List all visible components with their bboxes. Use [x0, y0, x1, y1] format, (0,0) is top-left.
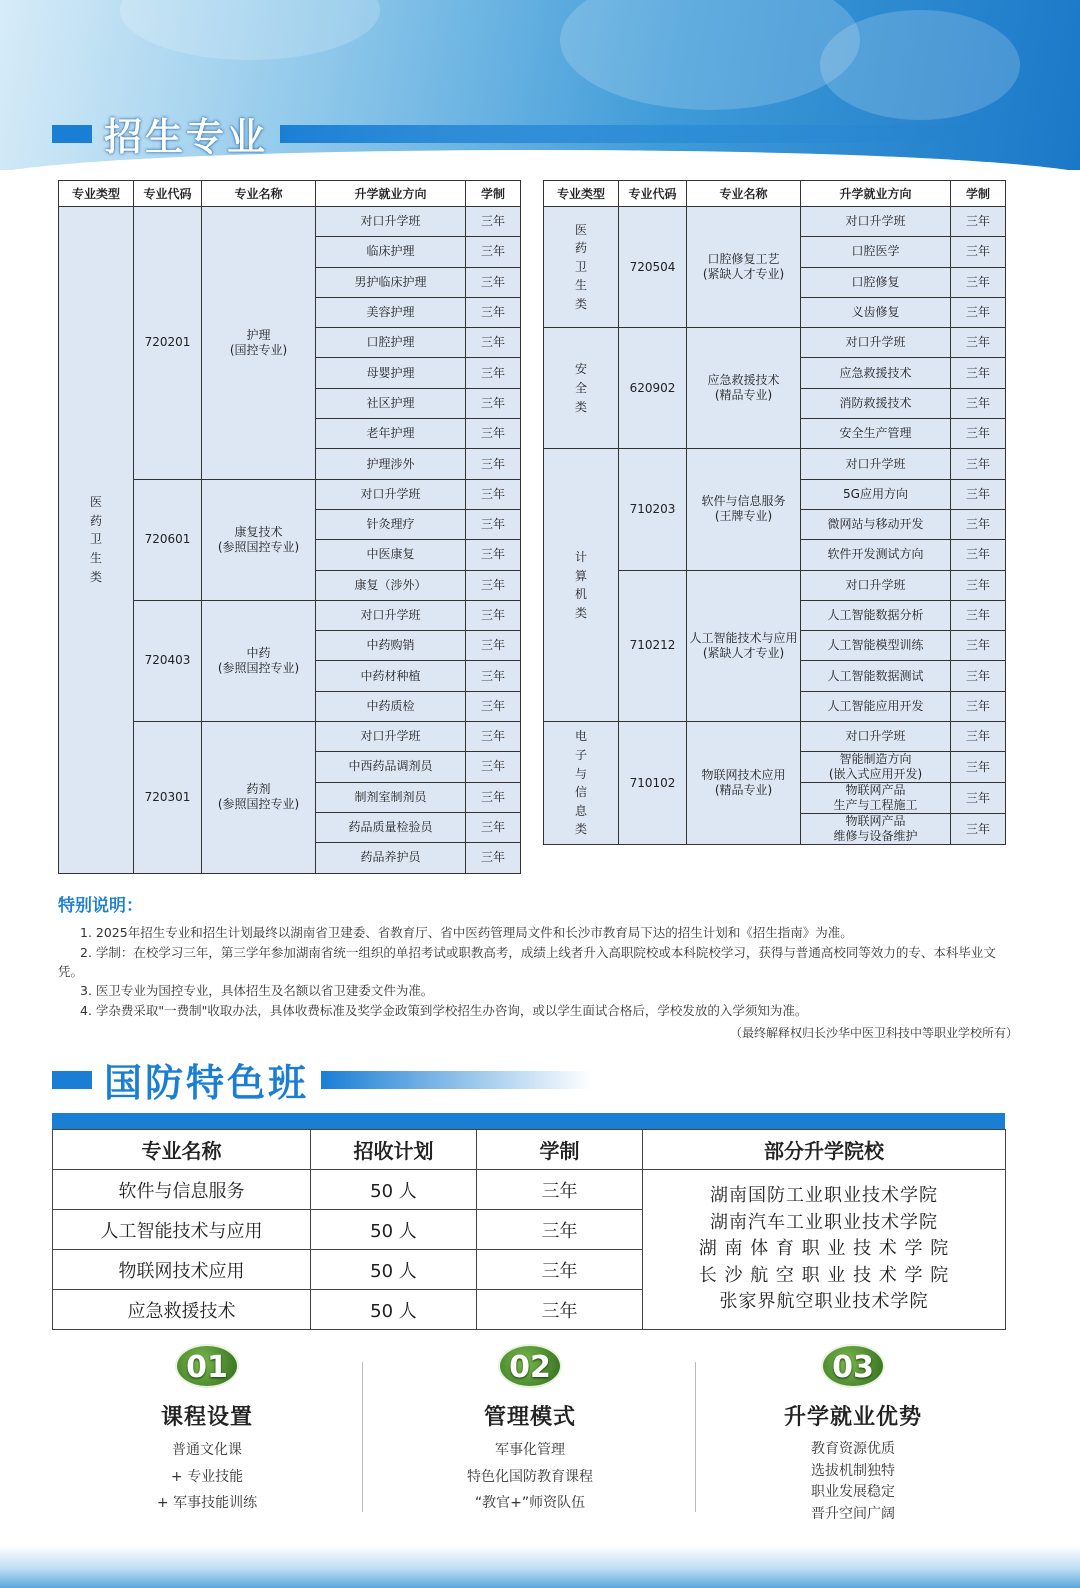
defense-duration: 三年	[477, 1210, 643, 1250]
major-code: 720601	[134, 479, 202, 600]
direction-cell: 人工智能应用开发	[801, 691, 951, 721]
direction-cell: 中西药品调剂员	[316, 752, 466, 782]
column-header: 专业名称	[202, 181, 316, 207]
major-name-text: 护理	[246, 327, 271, 342]
feature-line: 职业发展稳定	[811, 1484, 895, 1501]
duration-cell: 三年	[466, 267, 521, 297]
table-row	[544, 328, 1006, 358]
direction-cell: 微网站与移动开发	[801, 509, 951, 539]
major-name	[687, 449, 801, 570]
feature-line: 普通文化课	[172, 1442, 242, 1458]
feature-title: 管理模式	[483, 1405, 576, 1430]
direction-cell: 中药购销	[316, 631, 466, 661]
feature-line: “教官+”师资队伍	[474, 1495, 586, 1512]
direction-cell: 药品质量检验员	[316, 812, 466, 842]
major-name-text: 中药	[246, 645, 271, 660]
defense-header: 部分升学院校	[643, 1130, 1006, 1170]
direction-cell: 药品养护员	[316, 843, 466, 873]
feature-lines	[57, 1437, 357, 1517]
major-type: 医 药 卫 生 类	[59, 207, 134, 874]
major-code: 720301	[134, 722, 202, 873]
duration-cell: 三年	[466, 509, 521, 539]
major-type: 医 药 卫 生 类	[544, 207, 619, 328]
column-header: 升学就业方向	[801, 181, 951, 207]
feature-divider	[362, 1362, 363, 1512]
defense-header: 学制	[477, 1130, 643, 1170]
duration-cell: 三年	[466, 479, 521, 509]
school-name: 湖南国防工业职业技术学院	[710, 1184, 938, 1206]
note-item: 3. 医卫专业为国控专业，具体招生及名额以省卫建委文件为准。	[80, 983, 434, 999]
duration-cell: 三年	[951, 509, 1006, 539]
defense-major-name: 应急救援技术	[53, 1290, 311, 1330]
duration-cell: 三年	[951, 814, 1006, 845]
duration-cell: 三年	[466, 812, 521, 842]
major-name-note: (国控专业)	[229, 342, 288, 357]
table-row	[544, 449, 1006, 479]
defense-plan: 50 人	[311, 1250, 477, 1290]
direction-cell: 中药材种植	[316, 661, 466, 691]
feature-title: 升学就业优势	[783, 1405, 922, 1430]
duration-cell: 三年	[466, 782, 521, 812]
duration-cell: 三年	[466, 631, 521, 661]
duration-cell: 三年	[466, 843, 521, 873]
section-title-defense: 国防特色班	[52, 1052, 591, 1107]
direction-cell: 对口升学班	[801, 570, 951, 600]
duration-cell: 三年	[951, 540, 1006, 570]
duration-cell: 三年	[951, 358, 1006, 388]
feature-title: 课程设置	[160, 1405, 253, 1430]
major-type: 安 全 类	[544, 328, 619, 449]
duration-cell: 三年	[951, 600, 1006, 630]
feature-line: 晋升空间广阔	[811, 1506, 895, 1523]
column-header: 专业代码	[134, 181, 202, 207]
direction-cell: 软件开发测试方向	[801, 540, 951, 570]
major-code: 720201	[134, 207, 202, 480]
defense-duration: 三年	[477, 1290, 643, 1330]
duration-cell: 三年	[951, 267, 1006, 297]
direction-cell: 口腔护理	[316, 328, 466, 358]
defense-table-strip	[52, 1113, 1005, 1129]
major-name	[202, 722, 316, 873]
footer-band	[0, 1546, 1080, 1588]
defense-class-table	[52, 1129, 1006, 1330]
column-header: 升学就业方向	[316, 181, 466, 207]
major-name-note: (精品专业)	[714, 388, 773, 403]
direction-cell: 义齿修复	[801, 297, 951, 327]
duration-cell: 三年	[951, 388, 1006, 418]
major-code: 720504	[619, 207, 687, 328]
direction-cell: 物联网产品 生产与工程施工	[801, 783, 951, 814]
duration-cell: 三年	[466, 600, 521, 630]
major-code: 720403	[134, 600, 202, 721]
defense-plan: 50 人	[311, 1210, 477, 1250]
direction-cell: 口腔医学	[801, 237, 951, 267]
major-name	[687, 570, 801, 721]
duration-cell: 三年	[466, 237, 521, 267]
direction-cell: 护理涉外	[316, 449, 466, 479]
duration-cell: 三年	[951, 419, 1006, 449]
major-code: 710102	[619, 722, 687, 845]
direction-cell: 社区护理	[316, 388, 466, 418]
defense-major-name: 物联网技术应用	[53, 1250, 311, 1290]
table-row	[544, 207, 1006, 237]
note-item: 4. 学杂费采取"一费制"收取办法，具体收费标准及奖学金政策到学校招生办咨询，或以学生面试合格后，学校发放的入学须知为准。	[80, 1002, 808, 1018]
feature-line: 选拔机制独特	[811, 1462, 895, 1479]
major-name-note: (紧缺人才专业)	[702, 267, 785, 282]
major-name	[202, 207, 316, 480]
feature-line: 军事化管理	[495, 1442, 565, 1458]
table-row	[59, 207, 521, 237]
direction-cell: 对口升学班	[801, 449, 951, 479]
duration-cell: 三年	[466, 207, 521, 237]
feature-course-setup	[57, 1344, 357, 1517]
duration-cell: 三年	[951, 297, 1006, 327]
duration-cell: 三年	[466, 328, 521, 358]
majors-table-right	[543, 180, 1006, 845]
defense-duration: 三年	[477, 1170, 643, 1210]
major-name-text: 药剂	[246, 782, 271, 797]
direction-cell: 对口升学班	[801, 207, 951, 237]
feature-lines	[703, 1439, 1003, 1526]
note-item: 2. 学制：在校学习三年，第三学年参加湖南省统一组织的单招考试或职教高考，成绩上线者升入高职院校或本科院校学习，获得与普通高校同等效力的专、本科毕业文凭。	[58, 944, 996, 980]
copyright-note: （最终解释权归长沙华中医卫科技中等职业学校所有）	[729, 1026, 1018, 1041]
notes-title: 特别说明：	[58, 896, 143, 916]
duration-cell: 三年	[951, 631, 1006, 661]
feature-number-badge: 03	[821, 1344, 885, 1388]
column-header: 学制	[951, 181, 1006, 207]
major-type: 计 算 机 类	[544, 449, 619, 722]
direction-cell: 针灸理疗	[316, 509, 466, 539]
duration-cell: 三年	[951, 237, 1006, 267]
majors-table-left	[58, 180, 521, 874]
defense-header: 专业名称	[53, 1130, 311, 1170]
direction-cell: 智能制造方向 (嵌入式应用开发)	[801, 752, 951, 783]
direction-cell: 对口升学班	[801, 722, 951, 752]
direction-cell: 男护临床护理	[316, 267, 466, 297]
duration-cell: 三年	[951, 479, 1006, 509]
duration-cell: 三年	[466, 540, 521, 570]
defense-plan: 50 人	[311, 1170, 477, 1210]
major-name-text: 人工智能技术与应用	[689, 630, 798, 645]
direction-cell: 对口升学班	[316, 479, 466, 509]
direction-cell: 对口升学班	[316, 207, 466, 237]
partner-schools	[643, 1170, 1006, 1330]
feature-number-badge: 01	[175, 1344, 239, 1388]
major-code: 710212	[619, 570, 687, 721]
duration-cell: 三年	[466, 570, 521, 600]
feature-career-advantage	[703, 1344, 1003, 1526]
direction-cell: 口腔修复	[801, 267, 951, 297]
direction-cell: 消防救援技术	[801, 388, 951, 418]
column-header: 专业名称	[687, 181, 801, 207]
major-type: 电 子 与 信 息 类	[544, 722, 619, 845]
direction-cell: 康复（涉外）	[316, 570, 466, 600]
section-title-majors: 招生专业	[52, 106, 1020, 161]
major-name-note: (王牌专业)	[714, 509, 773, 524]
duration-cell: 三年	[951, 661, 1006, 691]
duration-cell: 三年	[466, 449, 521, 479]
feature-line: + 军事技能训练	[156, 1495, 258, 1512]
duration-cell: 三年	[951, 570, 1006, 600]
direction-cell: 对口升学班	[801, 328, 951, 358]
major-name-note: (参照国控专业)	[217, 797, 300, 812]
feature-lines	[380, 1437, 680, 1517]
feature-line: 教育资源优质	[811, 1441, 895, 1457]
duration-cell: 三年	[466, 752, 521, 782]
feature-line: 特色化国防教育课程	[467, 1468, 593, 1485]
feature-management-mode	[380, 1344, 680, 1517]
defense-duration: 三年	[477, 1250, 643, 1290]
direction-cell: 临床护理	[316, 237, 466, 267]
defense-major-name: 人工智能技术与应用	[53, 1210, 311, 1250]
direction-cell: 人工智能数据测试	[801, 661, 951, 691]
direction-cell: 5G应用方向	[801, 479, 951, 509]
direction-cell: 对口升学班	[316, 722, 466, 752]
duration-cell: 三年	[951, 449, 1006, 479]
major-name-text: 物联网技术应用	[701, 768, 786, 783]
duration-cell: 三年	[466, 722, 521, 752]
feature-line: + 专业技能	[170, 1468, 244, 1485]
note-item: 1. 2025年招生专业和招生计划最终以湖南省卫建委、省教育厅、省中医药管理局文件和长沙市教育局下达的招生计划和《招生指南》为准。	[80, 925, 853, 941]
direction-cell: 人工智能模型训练	[801, 631, 951, 661]
direction-cell: 制剂室制剂员	[316, 782, 466, 812]
special-notes	[58, 893, 1018, 1043]
direction-cell: 应急救援技术	[801, 358, 951, 388]
duration-cell: 三年	[951, 207, 1006, 237]
major-name	[202, 600, 316, 721]
duration-cell: 三年	[951, 691, 1006, 721]
duration-cell: 三年	[466, 297, 521, 327]
direction-cell: 对口升学班	[316, 600, 466, 630]
major-name-note: (精品专业)	[714, 783, 773, 798]
direction-cell: 物联网产品 维修与设备维护	[801, 814, 951, 845]
major-name-text: 应急救援技术	[707, 373, 780, 388]
duration-cell: 三年	[466, 419, 521, 449]
duration-cell: 三年	[466, 388, 521, 418]
defense-header: 招收计划	[311, 1130, 477, 1170]
major-name-note: (参照国控专业)	[217, 660, 300, 675]
duration-cell: 三年	[466, 661, 521, 691]
major-code: 620902	[619, 328, 687, 449]
duration-cell: 三年	[951, 752, 1006, 783]
duration-cell: 三年	[466, 358, 521, 388]
column-header: 专业类型	[544, 181, 619, 207]
school-name: 长 沙 航 空 职 业 技 术 学 院	[698, 1264, 950, 1286]
table-row	[544, 722, 1006, 752]
major-name	[687, 207, 801, 328]
duration-cell: 三年	[951, 722, 1006, 752]
column-header: 专业代码	[619, 181, 687, 207]
school-name: 湖南汽车工业职业技术学院	[710, 1211, 938, 1233]
major-name-note: (紧缺人才专业)	[702, 645, 785, 660]
defense-major-name: 软件与信息服务	[53, 1170, 311, 1210]
column-header: 学制	[466, 181, 521, 207]
feature-number-badge: 02	[498, 1344, 562, 1388]
major-name	[687, 722, 801, 845]
direction-cell: 美容护理	[316, 297, 466, 327]
major-name-text: 康复技术	[234, 524, 283, 539]
major-name-text: 口腔修复工艺	[707, 252, 780, 267]
direction-cell: 人工智能数据分析	[801, 600, 951, 630]
major-name-note: (参照国控专业)	[217, 539, 300, 554]
defense-plan: 50 人	[311, 1290, 477, 1330]
major-code: 710203	[619, 449, 687, 570]
major-name	[202, 479, 316, 600]
table-row	[53, 1170, 1006, 1210]
direction-cell: 中医康复	[316, 540, 466, 570]
duration-cell: 三年	[951, 783, 1006, 814]
direction-cell: 中药质检	[316, 691, 466, 721]
duration-cell: 三年	[466, 691, 521, 721]
major-name-text: 软件与信息服务	[701, 494, 786, 509]
direction-cell: 安全生产管理	[801, 419, 951, 449]
direction-cell: 母婴护理	[316, 358, 466, 388]
school-name: 湖 南 体 育 职 业 技 术 学 院	[698, 1238, 950, 1260]
feature-divider	[695, 1362, 696, 1512]
direction-cell: 老年护理	[316, 419, 466, 449]
school-name: 张家界航空职业技术学院	[719, 1291, 929, 1313]
duration-cell: 三年	[951, 328, 1006, 358]
major-name	[687, 328, 801, 449]
column-header: 专业类型	[59, 181, 134, 207]
